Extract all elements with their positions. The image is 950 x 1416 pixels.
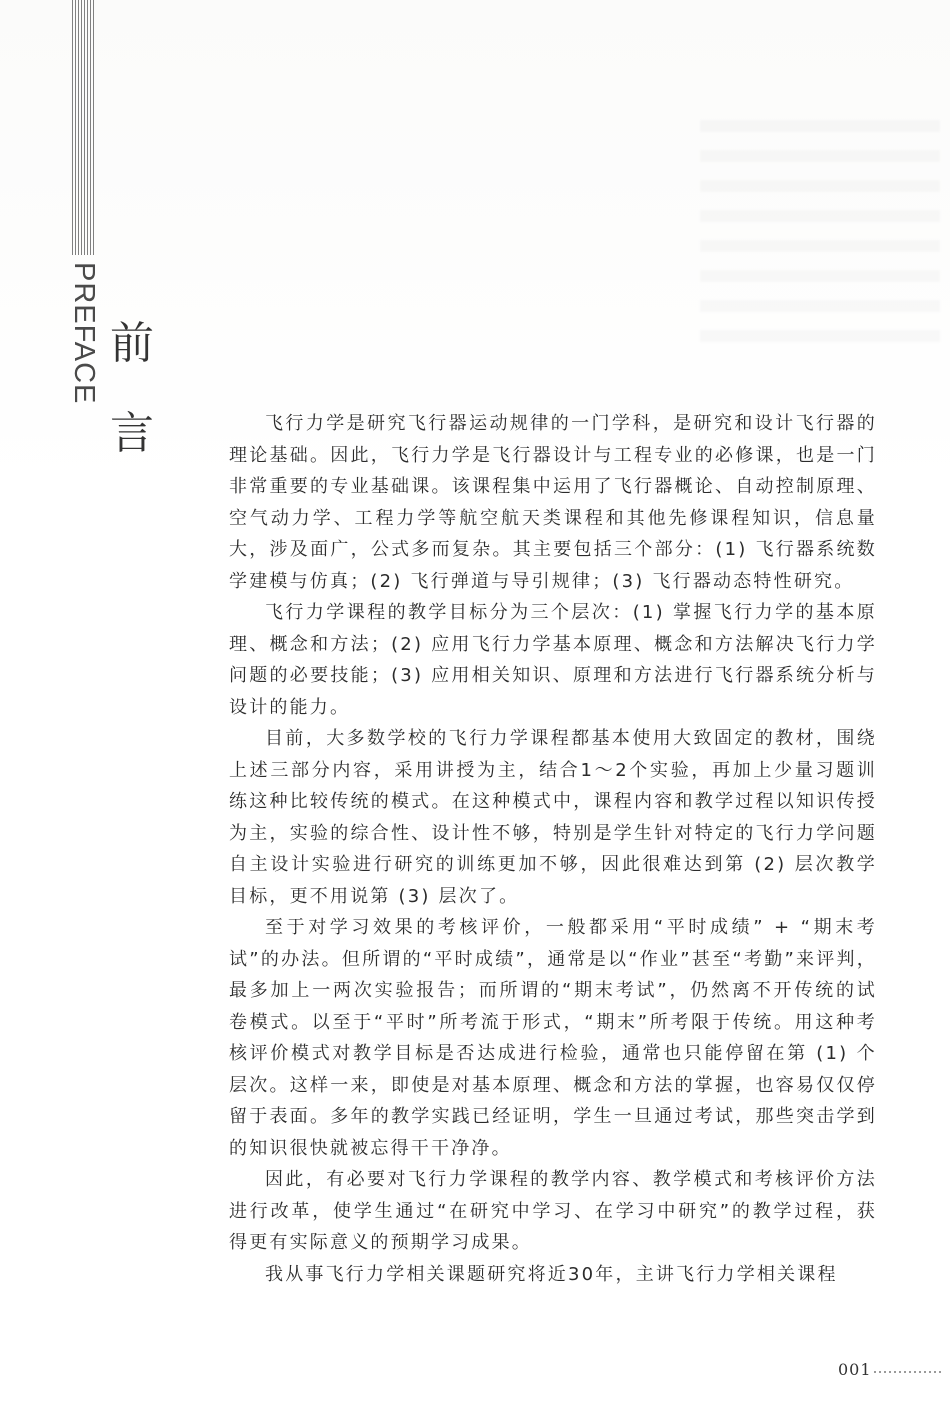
- page-number: 001: [838, 1360, 872, 1379]
- page-number-leader: [874, 1371, 944, 1373]
- decorative-stripe-band: [72, 0, 96, 255]
- paragraph-6: 我从事飞行力学相关课题研究将近30年，主讲飞行力学相关课程: [265, 1263, 838, 1285]
- body-text: [229, 408, 877, 1290]
- paragraph-5: 因此，有必要对飞行力学课程的教学内容、教学模式和考核评价方法进行改革，使学生通过“在研究中学习、在学习中研究”的教学过程，获得更有实际意义的预期学习成果。: [229, 1169, 877, 1253]
- paragraph-1: 飞行力学是研究飞行器运动规律的一门学科，是研究和设计飞行器的理论基础。因此，飞行力学是飞行器设计与工程专业的必修课，也是一门非常重要的专业基础课。该课程集中运用了飞行器概论、自动控制原理、空气动力学、工程力学等航空航天类课程和其他先修课程知识，信息量大，涉及面广，公式多而复杂。其主要包括三个部分：(1) 飞行器系统数学建模与仿真；(2) 飞行弹道与导引规律；(3) 飞行器动态特性研究。: [229, 413, 877, 592]
- preface-side-label: PREFACE: [68, 262, 100, 405]
- paragraph-4: 至于对学习效果的考核评价，一般都采用“平时成绩” + “期末考试”的办法。但所谓的“平时成绩”，通常是以“作业”甚至“考勤”来评判，最多加上一两次实验报告；而所谓的“期末考试”，仍然离不开传统的试卷模式。以至于“平时”所考流于形式，“期末”所考限于传统。用这种考核评价模式对教学目标是否达成进行检验，通常也只能停留在第 (1) 个层次。这样一来，即使是对基本原理、概念和方法的掌握，也容易仅仅停留于表面。多年的教学实践已经证明，学生一旦通过考试，那些突击学到的知识很快就被忘得干干净净。: [229, 917, 877, 1159]
- title-char-yan: 言: [110, 408, 154, 459]
- paragraph-2: 飞行力学课程的教学目标分为三个层次：(1) 掌握飞行力学的基本原理、概念和方法；(2) 应用飞行力学基本原理、概念和方法解决飞行力学问题的必要技能；(3) 应用相关知识、原理和方法进行飞行器系统分析与设计的能力。: [229, 602, 877, 718]
- paragraph-3: 目前，大多数学校的飞行力学课程都基本使用大致固定的教材，围绕上述三部分内容，采用讲授为主，结合1～2个实验，再加上少量习题训练这种比较传统的模式。在这种模式中，课程内容和教学过程以知识传授为主，实验的综合性、设计性不够，特别是学生针对特定的飞行力学问题自主设计实验进行研究的训练更加不够，因此很难达到第 (2) 层次教学目标，更不用说第 (3) 层次了。: [229, 728, 877, 907]
- title-char-qian: 前: [110, 318, 154, 369]
- bleed-through: [700, 120, 940, 360]
